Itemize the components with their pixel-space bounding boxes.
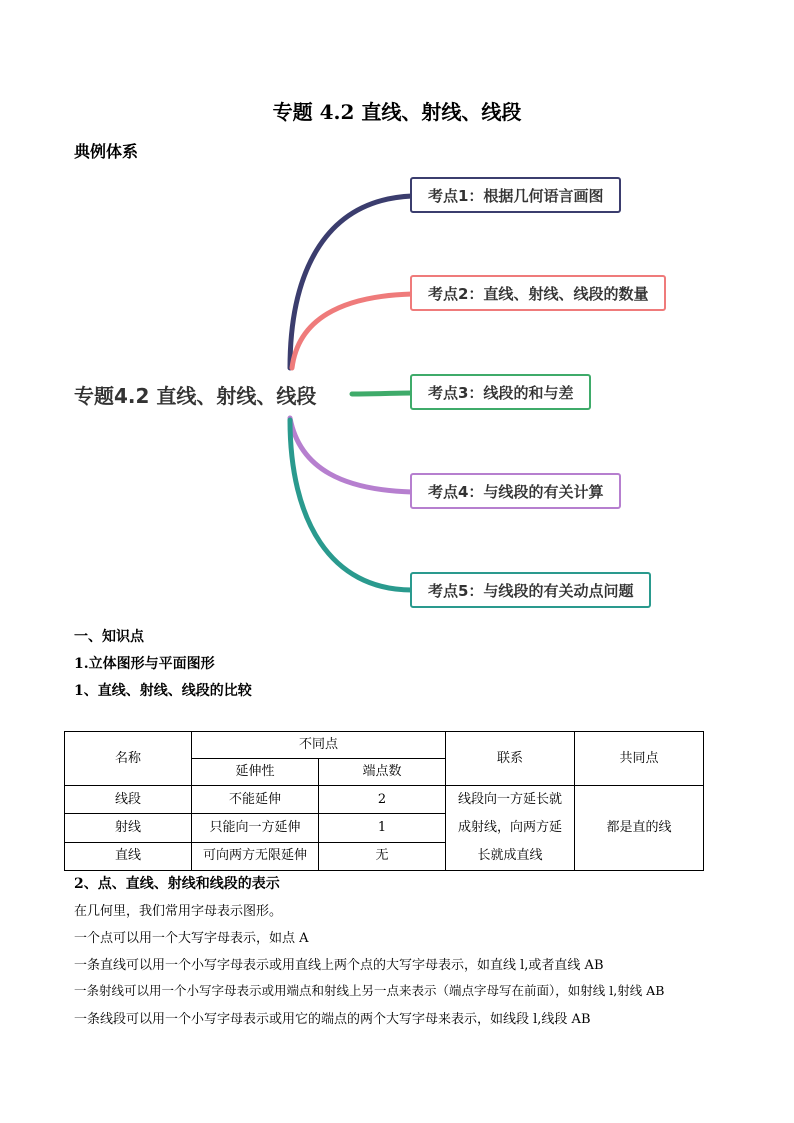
comparison-table [64, 731, 704, 871]
comparison-heading: 1、直线、射线、线段的比较 [74, 683, 252, 699]
cell-relation [446, 786, 575, 871]
cell-endpoints: 2 [319, 786, 446, 814]
paragraph-line: 一个点可以用一个大写字母表示，如点 A [74, 931, 309, 946]
cell-name: 直线 [65, 842, 192, 870]
header-name: 名称 [65, 732, 192, 786]
cell-name: 射线 [65, 814, 192, 842]
mindmap-point-4: 考点4：与线段的有关计算 [410, 473, 621, 509]
connector-5 [290, 420, 412, 590]
paragraph-line: 一条线段可以用一个小写字母表示或用它的端点的两个大写字母来表示，如线段 l,线段 AB [74, 1012, 591, 1027]
cell-extension: 可向两方无限延伸 [192, 842, 319, 870]
page-title: 专题 4.2 直线、射线、线段 [272, 100, 522, 124]
relation-line: 成射线，向两方延 [458, 820, 563, 835]
cell-name: 线段 [65, 786, 192, 814]
mindmap-point-3: 考点3：线段的和与差 [410, 374, 591, 410]
table-row [65, 786, 704, 814]
connector-2 [292, 294, 412, 368]
header-endpoints: 端点数 [319, 759, 446, 786]
mindmap-point-5: 考点5：与线段的有关动点问题 [410, 572, 651, 608]
connector-1 [290, 196, 412, 368]
cell-extension: 只能向一方延伸 [192, 814, 319, 842]
header-common: 共同点 [575, 732, 704, 786]
knowledge-subheading: 1.立体图形与平面图形 [74, 656, 215, 672]
section-example-heading: 典例体系 [74, 142, 139, 161]
mindmap-point-2: 考点2：直线、射线、线段的数量 [410, 275, 666, 311]
header-extension: 延伸性 [192, 759, 319, 786]
representation-heading: 2、点、直线、射线和线段的表示 [74, 876, 280, 892]
cell-extension: 不能延伸 [192, 786, 319, 814]
cell-endpoints: 1 [319, 814, 446, 842]
cell-common: 都是直的线 [575, 786, 704, 871]
mindmap-central-topic: 专题4.2 直线、射线、线段 [74, 384, 317, 408]
knowledge-heading: 一、知识点 [74, 629, 144, 645]
header-differences: 不同点 [192, 732, 446, 759]
paragraph-line: 一条直线可以用一个小写字母表示或用直线上两个点的大写字母表示，如直线 l,或者直线 AB [74, 958, 604, 973]
cell-endpoints: 无 [319, 842, 446, 870]
relation-line: 长就成直线 [477, 848, 543, 863]
paragraph-line: 在几何里，我们常用字母表示图形。 [74, 904, 283, 919]
relation-line: 线段向一方延长就 [458, 792, 563, 807]
connector-4 [290, 418, 412, 492]
mindmap-point-1: 考点1：根据几何语言画图 [410, 177, 621, 213]
header-relation: 联系 [446, 732, 575, 786]
connector-3 [352, 393, 412, 394]
paragraph-line: 一条射线可以用一个小写字母表示或用端点和射线上另一点来表示（端点字母写在前面），如射线 l,射线 AB [74, 983, 665, 998]
